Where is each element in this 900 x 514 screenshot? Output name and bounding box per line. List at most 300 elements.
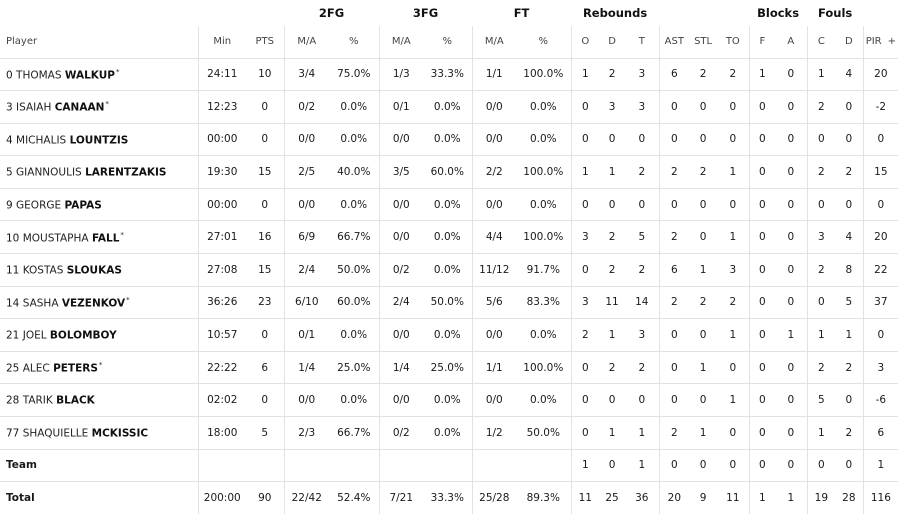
cell-pts: 10 bbox=[246, 58, 284, 91]
cell-ast: 2 bbox=[659, 221, 689, 254]
header-2fg-pct[interactable]: % bbox=[349, 36, 359, 48]
cell-ft-ma: 0/0 bbox=[472, 384, 516, 417]
cell-blk-a: 0 bbox=[775, 417, 807, 450]
header-blocks-favor[interactable]: F bbox=[749, 26, 775, 58]
cell-ft-pct: 100.0% bbox=[516, 58, 571, 91]
cell-ast: 2 bbox=[659, 417, 689, 450]
header-ft-made-attempted[interactable]: M/A bbox=[472, 26, 516, 58]
cell-fg2-ma: 2/4 bbox=[284, 254, 329, 287]
player-name-cell[interactable] bbox=[0, 156, 198, 189]
cell-fg2-ma: 0/1 bbox=[284, 319, 329, 352]
header-blocks-against[interactable]: A bbox=[787, 36, 795, 48]
cell-ft-ma: 1/1 bbox=[472, 58, 516, 91]
cell-reb-t: 3 bbox=[625, 58, 659, 91]
player-name-cell[interactable] bbox=[0, 417, 198, 450]
cell-to: 0 bbox=[717, 417, 749, 450]
group-3fg: 3FG bbox=[412, 6, 439, 20]
player-name-cell[interactable] bbox=[0, 221, 198, 254]
cell-pir: 0 bbox=[863, 319, 898, 352]
player-first-name: KOSTAS bbox=[22, 264, 64, 277]
cell-stl: 1 bbox=[689, 417, 717, 450]
player-last-name[interactable]: BLACK bbox=[56, 394, 95, 407]
cell-foul-c: 19 bbox=[807, 482, 835, 514]
group-rebounds: Rebounds bbox=[582, 6, 648, 20]
header-3fg-made-attempted[interactable]: M/A bbox=[379, 26, 423, 58]
cell-reb-t: 36 bbox=[625, 482, 659, 514]
player-rows bbox=[0, 58, 898, 514]
cell-min: 36:26 bbox=[198, 286, 246, 319]
cell-ft-pct: 89.3% bbox=[516, 482, 571, 514]
cell-fg3-pct: 60.0% bbox=[423, 156, 472, 189]
cell-fg2-pct: 66.7% bbox=[329, 417, 379, 450]
cell-to: 11 bbox=[717, 482, 749, 514]
header-pts[interactable]: PTS bbox=[255, 36, 274, 48]
cell-to: 0 bbox=[717, 91, 749, 124]
cell-stl: 0 bbox=[689, 449, 717, 482]
header-fouls-drawn[interactable]: D bbox=[845, 36, 853, 48]
cell-pir: 15 bbox=[863, 156, 898, 189]
cell-min: 00:00 bbox=[198, 123, 246, 156]
cell-foul-c: 2 bbox=[807, 156, 835, 189]
cell-pts: 0 bbox=[246, 384, 284, 417]
player-last-name[interactable]: PAPAS bbox=[64, 199, 102, 212]
cell-foul-d: 5 bbox=[835, 286, 863, 319]
cell-reb-o: 0 bbox=[571, 254, 599, 287]
player-last-name[interactable]: LARENTZAKIS bbox=[85, 166, 167, 179]
cell-ast: 0 bbox=[659, 351, 689, 384]
cell-ast: 2 bbox=[659, 156, 689, 189]
cell-stl: 9 bbox=[689, 482, 717, 514]
table-row[interactable] bbox=[0, 351, 898, 384]
cell-blk-a: 0 bbox=[775, 221, 807, 254]
header-to[interactable]: TO bbox=[725, 36, 740, 48]
starter-marker: * bbox=[105, 100, 109, 109]
cell-stl: 0 bbox=[689, 221, 717, 254]
cell-fg3-ma: 0/0 bbox=[379, 123, 423, 156]
cell-reb-t: 0 bbox=[625, 123, 659, 156]
cell-blk-a: 1 bbox=[775, 319, 807, 352]
cell-fg2-ma: 22/42 bbox=[284, 482, 329, 514]
cell-ast: 2 bbox=[659, 286, 689, 319]
player-number: 77 bbox=[6, 427, 20, 440]
total-row-label: Total bbox=[0, 482, 198, 514]
cell-to: 1 bbox=[717, 319, 749, 352]
cell-foul-c: 1 bbox=[807, 417, 835, 450]
cell-ast: 0 bbox=[659, 91, 689, 124]
cell-fg2-ma: 0/0 bbox=[284, 188, 329, 221]
player-name-cell[interactable] bbox=[0, 254, 198, 287]
cell-reb-t: 1 bbox=[625, 417, 659, 450]
header-2fg-made-attempted[interactable]: M/A bbox=[284, 26, 329, 58]
team-row bbox=[0, 449, 898, 482]
player-first-name: ALEC bbox=[22, 362, 50, 375]
cell-pts: 23 bbox=[246, 286, 284, 319]
cell-ast: 0 bbox=[659, 449, 689, 482]
player-number: 0 bbox=[6, 69, 13, 82]
cell-blk-a: 0 bbox=[775, 156, 807, 189]
cell-pts bbox=[246, 449, 284, 482]
cell-fg2-ma: 1/4 bbox=[284, 351, 329, 384]
cell-reb-d: 1 bbox=[599, 417, 625, 450]
cell-reb-t: 0 bbox=[625, 188, 659, 221]
header-ast[interactable]: AST bbox=[659, 26, 689, 58]
player-first-name: THOMAS bbox=[16, 69, 62, 82]
cell-ft-pct: 0.0% bbox=[516, 91, 571, 124]
player-first-name: SASHA bbox=[22, 297, 59, 310]
cell-ft-pct: 0.0% bbox=[516, 319, 571, 352]
cell-foul-d: 8 bbox=[835, 254, 863, 287]
player-name-cell[interactable] bbox=[0, 351, 198, 384]
cell-fg3-pct: 0.0% bbox=[423, 188, 472, 221]
cell-ft-ma: 5/6 bbox=[472, 286, 516, 319]
cell-fg2-ma: 2/5 bbox=[284, 156, 329, 189]
cell-reb-t: 1 bbox=[625, 449, 659, 482]
cell-reb-t: 5 bbox=[625, 221, 659, 254]
cell-ft-ma: 1/2 bbox=[472, 417, 516, 450]
cell-ast: 6 bbox=[659, 254, 689, 287]
cell-pts: 15 bbox=[246, 254, 284, 287]
cell-reb-d: 1 bbox=[599, 319, 625, 352]
cell-fg2-pct: 52.4% bbox=[329, 482, 379, 514]
cell-to: 1 bbox=[717, 384, 749, 417]
cell-fg2-ma: 6/10 bbox=[284, 286, 329, 319]
cell-fg2-pct bbox=[329, 449, 379, 482]
cell-pts: 16 bbox=[246, 221, 284, 254]
cell-ft-ma: 0/0 bbox=[472, 188, 516, 221]
cell-ft-ma: 0/0 bbox=[472, 319, 516, 352]
cell-reb-d: 3 bbox=[599, 91, 625, 124]
cell-blk-a: 0 bbox=[775, 286, 807, 319]
cell-pir: 6 bbox=[863, 417, 898, 450]
cell-reb-d: 0 bbox=[599, 123, 625, 156]
cell-pts: 90 bbox=[246, 482, 284, 514]
cell-reb-t: 14 bbox=[625, 286, 659, 319]
cell-stl: 2 bbox=[689, 156, 717, 189]
cell-blk-f: 0 bbox=[749, 254, 775, 287]
player-last-name[interactable]: MCKISSIC bbox=[91, 427, 149, 440]
cell-fg3-ma: 1/4 bbox=[379, 351, 423, 384]
cell-fg3-pct: 33.3% bbox=[423, 58, 472, 91]
cell-fg2-ma: 0/0 bbox=[284, 384, 329, 417]
cell-blk-f: 1 bbox=[749, 58, 775, 91]
cell-reb-t: 2 bbox=[625, 254, 659, 287]
cell-to: 3 bbox=[717, 254, 749, 287]
cell-ft-pct: 0.0% bbox=[516, 188, 571, 221]
player-number: 28 bbox=[6, 394, 20, 407]
cell-stl: 1 bbox=[689, 254, 717, 287]
cell-ft-pct: 100.0% bbox=[516, 221, 571, 254]
cell-pir: 22 bbox=[863, 254, 898, 287]
cell-foul-c: 5 bbox=[807, 384, 835, 417]
player-name-cell[interactable] bbox=[0, 319, 198, 352]
cell-reb-o: 0 bbox=[571, 188, 599, 221]
table-row[interactable] bbox=[0, 286, 898, 319]
cell-pts: 0 bbox=[246, 188, 284, 221]
cell-blk-f: 0 bbox=[749, 351, 775, 384]
header-stl[interactable]: STL bbox=[694, 36, 713, 48]
table-row[interactable] bbox=[0, 221, 898, 254]
cell-foul-c: 2 bbox=[807, 351, 835, 384]
cell-fg2-pct: 0.0% bbox=[329, 319, 379, 352]
cell-fg3-pct: 0.0% bbox=[423, 91, 472, 124]
cell-pts: 0 bbox=[246, 91, 284, 124]
cell-fg3-ma: 0/2 bbox=[379, 417, 423, 450]
cell-reb-d: 0 bbox=[599, 384, 625, 417]
table-row[interactable] bbox=[0, 319, 898, 352]
cell-ft-ma: 2/2 bbox=[472, 156, 516, 189]
cell-fg3-ma: 0/0 bbox=[379, 384, 423, 417]
team-row-label: Team bbox=[0, 449, 198, 482]
header-reb-defensive[interactable]: D bbox=[608, 36, 616, 48]
table-row[interactable] bbox=[0, 384, 898, 417]
cell-ft-pct: 0.0% bbox=[516, 123, 571, 156]
cell-min: 200:00 bbox=[198, 482, 246, 514]
cell-fg2-pct: 0.0% bbox=[329, 188, 379, 221]
cell-fg2-pct: 75.0% bbox=[329, 58, 379, 91]
player-name-cell[interactable] bbox=[0, 91, 198, 124]
player-last-name[interactable]: FALL bbox=[91, 232, 120, 245]
cell-fg2-pct: 0.0% bbox=[329, 91, 379, 124]
cell-ft-ma: 11/12 bbox=[472, 254, 516, 287]
player-first-name: GIANNOULIS bbox=[16, 166, 82, 179]
cell-reb-o: 0 bbox=[571, 417, 599, 450]
cell-fg2-pct: 60.0% bbox=[329, 286, 379, 319]
cell-reb-o: 0 bbox=[571, 384, 599, 417]
cell-fg3-pct bbox=[423, 449, 472, 482]
header-reb-offensive[interactable]: O bbox=[571, 26, 599, 58]
cell-pts: 0 bbox=[246, 319, 284, 352]
cell-ft-ma: 1/1 bbox=[472, 351, 516, 384]
cell-min: 24:11 bbox=[198, 58, 246, 91]
table-row[interactable] bbox=[0, 58, 898, 91]
player-last-name[interactable]: WALKUP bbox=[64, 69, 115, 82]
cell-fg3-pct: 0.0% bbox=[423, 417, 472, 450]
cell-stl: 2 bbox=[689, 286, 717, 319]
cell-reb-d: 11 bbox=[599, 286, 625, 319]
cell-reb-o: 0 bbox=[571, 123, 599, 156]
cell-foul-c: 2 bbox=[807, 254, 835, 287]
cell-blk-a: 0 bbox=[775, 188, 807, 221]
table-row[interactable] bbox=[0, 156, 898, 189]
cell-foul-d: 4 bbox=[835, 58, 863, 91]
cell-blk-f: 0 bbox=[749, 417, 775, 450]
table-row[interactable] bbox=[0, 91, 898, 124]
player-first-name: JOEL bbox=[22, 329, 47, 342]
cell-fg3-ma: 0/1 bbox=[379, 91, 423, 124]
cell-pts: 6 bbox=[246, 351, 284, 384]
cell-fg2-pct: 0.0% bbox=[329, 123, 379, 156]
player-name-cell[interactable] bbox=[0, 384, 198, 417]
cell-reb-d: 2 bbox=[599, 221, 625, 254]
cell-fg3-ma: 0/0 bbox=[379, 188, 423, 221]
cell-pir: 3 bbox=[863, 351, 898, 384]
cell-blk-a: 0 bbox=[775, 449, 807, 482]
sort-plus-icon[interactable]: + bbox=[887, 36, 897, 48]
cell-stl: 2 bbox=[689, 58, 717, 91]
player-last-name[interactable]: SLOUKAS bbox=[66, 264, 122, 277]
player-name-cell[interactable] bbox=[0, 58, 198, 91]
cell-to: 2 bbox=[717, 286, 749, 319]
table-row[interactable] bbox=[0, 417, 898, 450]
player-first-name: TARIK bbox=[22, 394, 53, 407]
cell-reb-d: 25 bbox=[599, 482, 625, 514]
header-min[interactable]: Min bbox=[198, 26, 246, 58]
column-header-row bbox=[0, 26, 898, 58]
cell-fg3-ma: 3/5 bbox=[379, 156, 423, 189]
player-number: 9 bbox=[6, 199, 13, 212]
cell-fg3-pct: 0.0% bbox=[423, 123, 472, 156]
cell-reb-d: 2 bbox=[599, 254, 625, 287]
cell-foul-c: 1 bbox=[807, 58, 835, 91]
cell-min: 18:00 bbox=[198, 417, 246, 450]
cell-foul-d: 0 bbox=[835, 123, 863, 156]
cell-reb-d: 2 bbox=[599, 58, 625, 91]
cell-min bbox=[198, 449, 246, 482]
starter-marker: * bbox=[115, 67, 120, 76]
group-ft: FT bbox=[513, 6, 530, 20]
header-pir[interactable]: PIR + bbox=[863, 26, 898, 58]
cell-stl: 0 bbox=[689, 188, 717, 221]
cell-fg2-ma: 6/9 bbox=[284, 221, 329, 254]
cell-min: 10:57 bbox=[198, 319, 246, 352]
cell-pir: 1 bbox=[863, 449, 898, 482]
cell-fg3-pct: 50.0% bbox=[423, 286, 472, 319]
cell-reb-t: 3 bbox=[625, 319, 659, 352]
cell-stl: 1 bbox=[689, 351, 717, 384]
cell-fg3-pct: 0.0% bbox=[423, 221, 472, 254]
player-name-cell[interactable] bbox=[0, 286, 198, 319]
header-fouls-committed[interactable]: C bbox=[807, 26, 835, 58]
player-last-name[interactable]: VEZENKOV bbox=[61, 297, 126, 310]
cell-foul-c: 0 bbox=[807, 188, 835, 221]
player-first-name: MOUSTAPHA bbox=[22, 232, 89, 245]
cell-to: 0 bbox=[717, 123, 749, 156]
cell-blk-f: 0 bbox=[749, 123, 775, 156]
cell-fg2-pct: 50.0% bbox=[329, 254, 379, 287]
table-row[interactable] bbox=[0, 188, 898, 221]
player-name-cell[interactable] bbox=[0, 188, 198, 221]
total-row bbox=[0, 482, 898, 514]
cell-to: 0 bbox=[717, 449, 749, 482]
cell-ft-pct bbox=[516, 449, 571, 482]
header-3fg-pct[interactable]: % bbox=[442, 36, 453, 48]
cell-min: 12:23 bbox=[198, 91, 246, 124]
cell-foul-d: 0 bbox=[835, 449, 863, 482]
player-last-name[interactable]: LOUNTZIS bbox=[69, 134, 129, 147]
player-number: 10 bbox=[6, 232, 20, 245]
cell-foul-d: 0 bbox=[835, 384, 863, 417]
player-number: 11 bbox=[6, 264, 20, 277]
player-last-name[interactable]: CANAAN bbox=[54, 101, 105, 114]
cell-fg3-ma: 0/2 bbox=[379, 254, 423, 287]
cell-blk-f: 0 bbox=[749, 384, 775, 417]
cell-blk-f: 0 bbox=[749, 286, 775, 319]
player-number: 14 bbox=[6, 297, 20, 310]
cell-pts: 15 bbox=[246, 156, 284, 189]
cell-pir: -6 bbox=[863, 384, 898, 417]
cell-reb-t: 2 bbox=[625, 351, 659, 384]
cell-reb-t: 3 bbox=[625, 91, 659, 124]
cell-blk-a: 1 bbox=[775, 482, 807, 514]
table-row[interactable] bbox=[0, 254, 898, 287]
cell-blk-f: 0 bbox=[749, 156, 775, 189]
cell-ft-ma: 0/0 bbox=[472, 123, 516, 156]
table-row[interactable] bbox=[0, 123, 898, 156]
cell-fg3-ma: 2/4 bbox=[379, 286, 423, 319]
cell-foul-c: 0 bbox=[807, 449, 835, 482]
cell-ast: 0 bbox=[659, 319, 689, 352]
header-reb-total[interactable]: T bbox=[638, 36, 645, 48]
player-last-name[interactable]: BOLOMBOY bbox=[49, 329, 117, 342]
player-number: 25 bbox=[6, 362, 20, 375]
cell-fg3-pct: 0.0% bbox=[423, 319, 472, 352]
cell-ft-pct: 50.0% bbox=[516, 417, 571, 450]
cell-min: 19:30 bbox=[198, 156, 246, 189]
cell-pts: 5 bbox=[246, 417, 284, 450]
cell-ast: 0 bbox=[659, 123, 689, 156]
cell-fg2-ma: 2/3 bbox=[284, 417, 329, 450]
cell-ft-pct: 100.0% bbox=[516, 156, 571, 189]
player-number: 3 bbox=[6, 101, 13, 114]
cell-blk-f: 1 bbox=[749, 482, 775, 514]
cell-fg3-ma bbox=[379, 449, 423, 482]
cell-ft-pct: 91.7% bbox=[516, 254, 571, 287]
cell-foul-d: 0 bbox=[835, 188, 863, 221]
cell-pir: 20 bbox=[863, 221, 898, 254]
cell-pir: 116 bbox=[863, 482, 898, 514]
cell-blk-f: 0 bbox=[749, 188, 775, 221]
cell-to: 0 bbox=[717, 188, 749, 221]
cell-to: 0 bbox=[717, 351, 749, 384]
cell-blk-a: 0 bbox=[775, 123, 807, 156]
cell-reb-o: 2 bbox=[571, 319, 599, 352]
cell-stl: 0 bbox=[689, 319, 717, 352]
cell-ft-ma: 25/28 bbox=[472, 482, 516, 514]
cell-ft-pct: 83.3% bbox=[516, 286, 571, 319]
cell-foul-d: 4 bbox=[835, 221, 863, 254]
cell-foul-d: 0 bbox=[835, 91, 863, 124]
cell-to: 1 bbox=[717, 156, 749, 189]
cell-foul-d: 1 bbox=[835, 319, 863, 352]
cell-reb-o: 3 bbox=[571, 286, 599, 319]
cell-ft-pct: 100.0% bbox=[516, 351, 571, 384]
cell-fg2-ma bbox=[284, 449, 329, 482]
cell-min: 00:00 bbox=[198, 188, 246, 221]
cell-reb-d: 2 bbox=[599, 351, 625, 384]
cell-ft-ma bbox=[472, 449, 516, 482]
cell-foul-d: 2 bbox=[835, 417, 863, 450]
cell-blk-a: 0 bbox=[775, 58, 807, 91]
cell-fg3-ma: 1/3 bbox=[379, 58, 423, 91]
group-blocks: Blocks bbox=[757, 6, 800, 20]
player-name-cell[interactable] bbox=[0, 123, 198, 156]
cell-ast: 6 bbox=[659, 58, 689, 91]
cell-foul-c: 3 bbox=[807, 221, 835, 254]
cell-foul-d: 2 bbox=[835, 351, 863, 384]
cell-reb-d: 1 bbox=[599, 156, 625, 189]
cell-reb-d: 0 bbox=[599, 188, 625, 221]
cell-min: 27:01 bbox=[198, 221, 246, 254]
cell-fg2-pct: 25.0% bbox=[329, 351, 379, 384]
cell-reb-o: 3 bbox=[571, 221, 599, 254]
header-player: Player bbox=[6, 36, 38, 48]
player-last-name[interactable]: PETERS bbox=[53, 362, 98, 375]
cell-stl: 0 bbox=[689, 384, 717, 417]
cell-fg3-pct: 0.0% bbox=[423, 254, 472, 287]
cell-to: 1 bbox=[717, 221, 749, 254]
header-ft-pct[interactable]: % bbox=[538, 36, 549, 48]
cell-fg3-pct: 0.0% bbox=[423, 384, 472, 417]
